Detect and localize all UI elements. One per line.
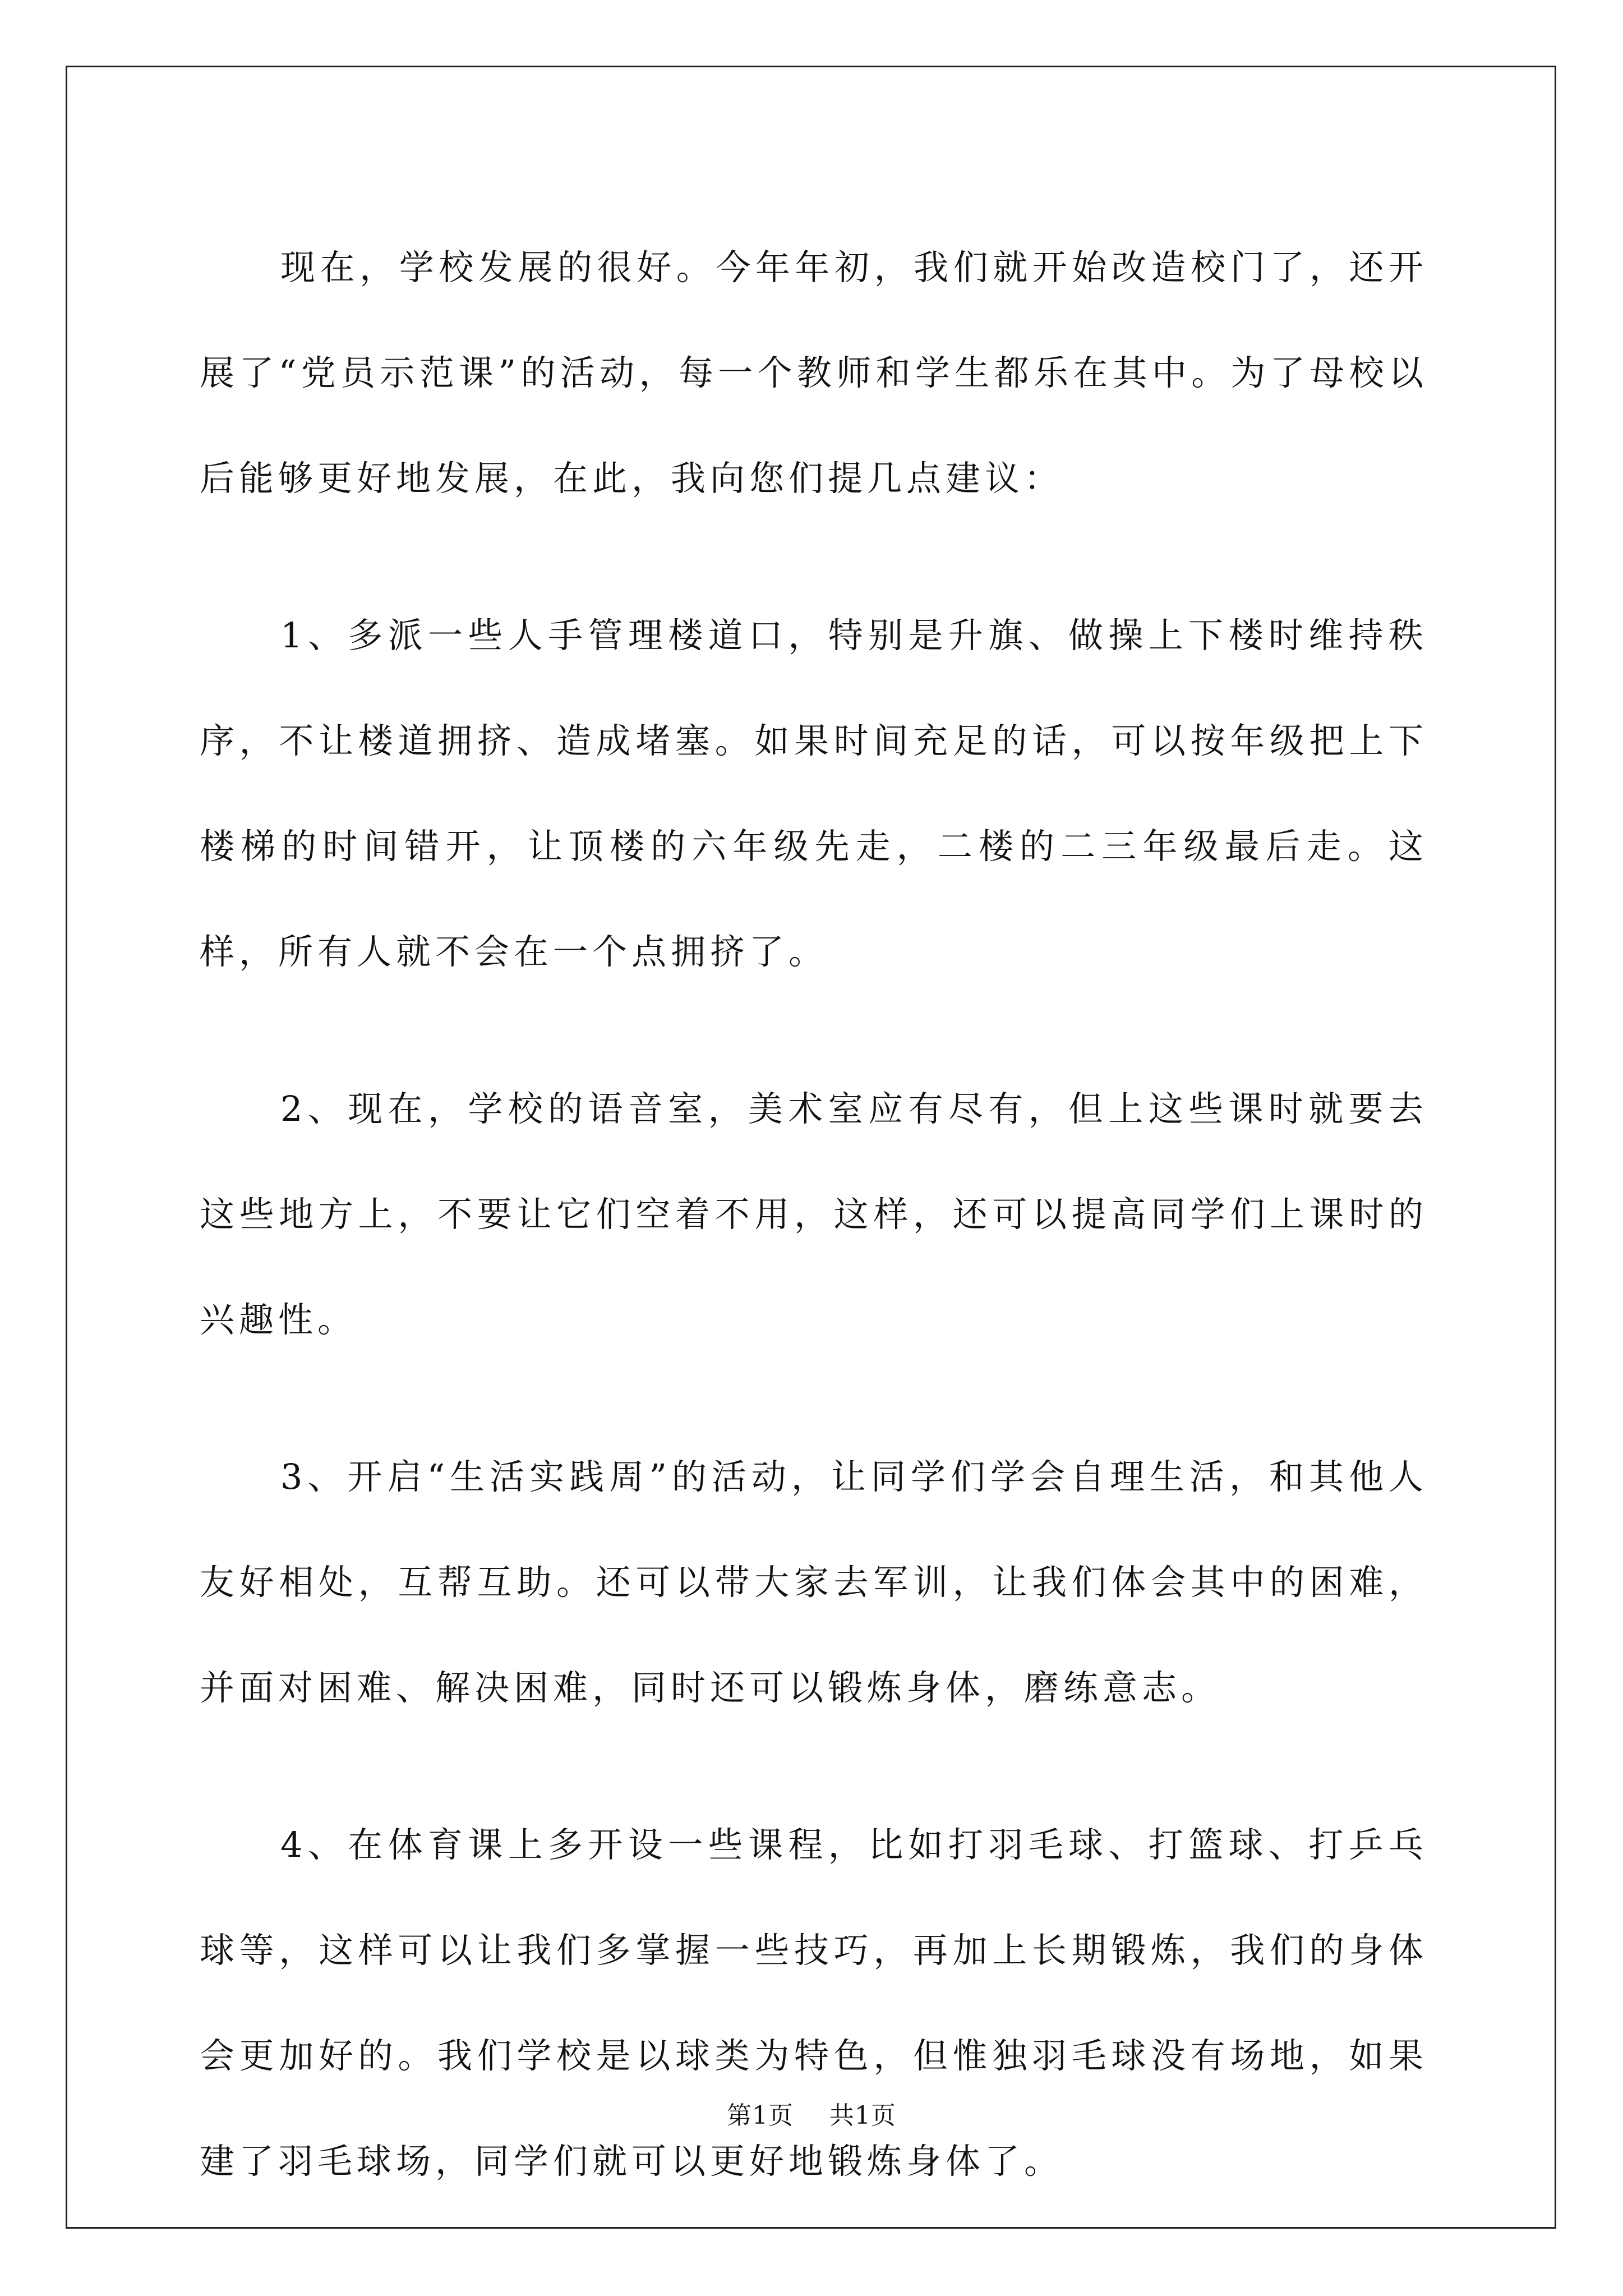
paragraph-suggestion-1: 1、多派一些人手管理楼道口，特别是升旗、做操上下楼时维持秩序，不让楼道拥挤、造成堵塞。如果时间充足的话，可以按年级把上下楼梯的时间错开，让顶楼的六年级先走，二楼的二三年级最后走。这样，所有人就不会在一个点拥挤了。 [200,615,1428,972]
page-footer [0,2095,1623,2131]
page-number: 第1页 [727,2101,794,2130]
paragraph-suggestion-4: 4、在体育课上多开设一些课程，比如打羽毛球、打篮球、打乒乓球等，这样可以让我们多掌握一些技巧，再加上长期锻炼，我们的身体会更加好的。我们学校是以球类为特色，但惟独羽毛球没有场地，如果建了羽毛球场，同学们就可以更好地锻炼身体了。 [200,1824,1428,2182]
page-total: 共1页 [829,2101,896,2130]
paragraph-suggestion-3: 3、开启“生活实践周”的活动，让同学们学会自理生活，和其他人友好相处，互帮互助。还可以带大家去军训，让我们体会其中的困难，并面对困难、解决困难，同时还可以锻炼身体，磨练意志。 [200,1456,1428,1708]
paragraph-intro: 现在，学校发展的很好。今年年初，我们就开始改造校门了，还开展了“党员示范课”的活动，每一个教师和学生都乐在其中。为了母校以后能够更好地发展，在此，我向您们提几点建议： [200,247,1428,499]
paragraph-suggestion-2: 2、现在，学校的语音室，美术室应有尽有，但上这些课时就要去这些地方上，不要让它们空着不用，这样，还可以提高同学们上课时的兴趣性。 [200,1088,1428,1340]
document-body [200,215,1428,2266]
